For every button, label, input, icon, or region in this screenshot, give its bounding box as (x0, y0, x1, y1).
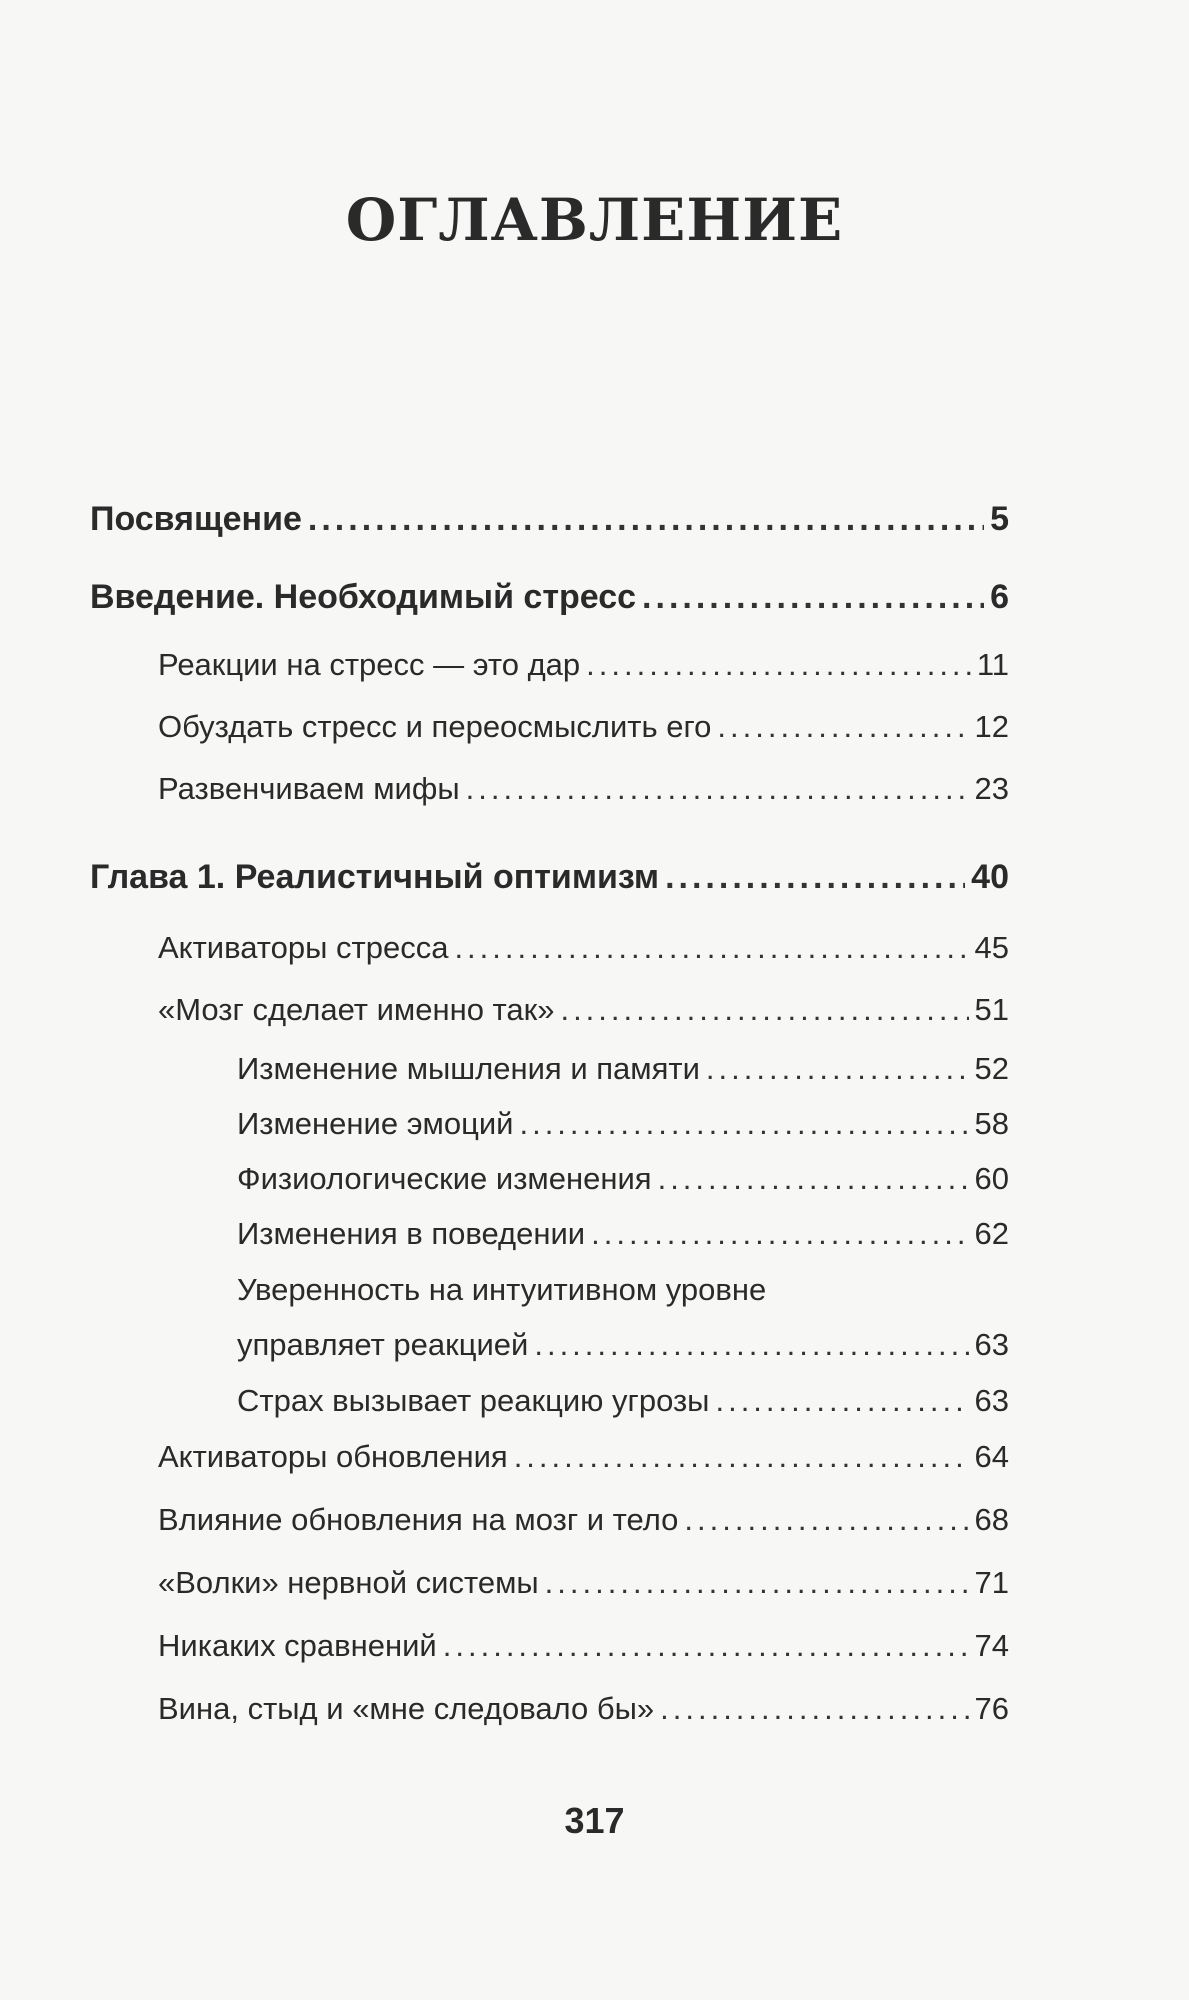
toc-leader-dots (560, 992, 968, 1028)
toc-entry-page: 63 (974, 1383, 1009, 1418)
toc-entry-page: 63 (974, 1327, 1009, 1362)
toc-leader-dots (519, 1106, 968, 1142)
toc-leader-dots (534, 1327, 968, 1363)
toc-entry-page: 51 (974, 992, 1009, 1027)
toc-entry-label: Физиологические изменения (237, 1161, 652, 1196)
page-title: ОГЛАВЛЕНИЕ (345, 186, 844, 254)
toc-leader-dots (715, 1383, 968, 1419)
toc-entry-page: 45 (974, 930, 1009, 965)
toc-entry-label: «Волки» нервной системы (158, 1565, 539, 1600)
toc-entry-page: 6 (990, 578, 1009, 616)
toc-entry-page: 74 (974, 1628, 1009, 1663)
toc-leader-dots (545, 1565, 969, 1601)
toc-leader-dots (684, 1502, 968, 1538)
toc-entry-page: 62 (974, 1216, 1009, 1251)
toc-entry (158, 647, 1009, 689)
toc-leader-dots (717, 709, 968, 745)
toc-entry (158, 1691, 1009, 1733)
toc-entry-page: 40 (971, 858, 1009, 896)
toc-entry (158, 709, 1009, 751)
toc-entry-label-line1: Уверенность на интуитивном уровне (237, 1272, 767, 1307)
toc-leader-dots (591, 1216, 968, 1252)
toc-leader-dots (454, 930, 968, 966)
toc-entry (90, 858, 1009, 900)
toc-entry (158, 992, 1009, 1034)
toc-entry-page: 23 (974, 771, 1009, 806)
toc-entry-label: «Мозг сделает именно так» (158, 992, 555, 1027)
toc-entry-label: Изменение эмоций (237, 1106, 514, 1141)
toc-entry-label: Развенчиваем мифы (158, 771, 460, 806)
toc-entry (158, 1502, 1009, 1544)
toc-entry-page: 5 (990, 500, 1009, 538)
toc-entry-label: Обуздать стресс и переосмыслить его (158, 709, 712, 744)
toc-entry-label: Активаторы обновления (158, 1439, 508, 1474)
toc-entry-page: 12 (974, 709, 1009, 744)
toc-entry (158, 1565, 1009, 1607)
toc-leader-dots (308, 500, 984, 539)
toc-entry (237, 1327, 1009, 1369)
toc-entry-label: Страх вызывает реакцию угрозы (237, 1383, 710, 1418)
toc-entry-page: 11 (976, 647, 1009, 682)
toc-leader-dots (586, 647, 971, 683)
toc-leader-dots (642, 578, 984, 617)
toc-entry-page: 68 (974, 1502, 1009, 1537)
toc-entry (90, 500, 1009, 542)
toc-leader-dots (514, 1439, 969, 1475)
toc-entry-page: 60 (974, 1161, 1009, 1196)
toc-leader-dots (658, 1161, 969, 1197)
toc-entry-label: управляет реакцией (237, 1327, 529, 1362)
toc-entry (158, 1628, 1009, 1670)
toc-entry-page: 58 (974, 1106, 1009, 1141)
toc-entry (237, 1051, 1009, 1093)
toc-leader-dots (665, 858, 965, 897)
toc-entry-page: 52 (974, 1051, 1009, 1086)
toc-entry-page: 71 (974, 1565, 1009, 1600)
toc-entry-label: Введение. Необходимый стресс (90, 578, 637, 616)
toc-entry-label: Никаких сравнений (158, 1628, 437, 1663)
toc-entry (237, 1383, 1009, 1425)
toc-entry (158, 930, 1009, 972)
toc-entry (237, 1216, 1009, 1258)
toc-entry (237, 1106, 1009, 1148)
toc-entry-label: Изменение мышления и памяти (237, 1051, 700, 1086)
toc-entry-label: Изменения в поведении (237, 1216, 586, 1251)
toc-entry (158, 1439, 1009, 1481)
toc-leader-dots (660, 1691, 968, 1727)
toc-entry (90, 578, 1009, 620)
toc-leader-dots (466, 771, 969, 807)
toc-entry (237, 1161, 1009, 1203)
toc-leader-dots (706, 1051, 969, 1087)
toc-entry-label: Посвящение (90, 500, 302, 538)
toc-entry-page: 76 (974, 1691, 1009, 1726)
toc-leader-dots (443, 1628, 969, 1664)
toc-entry (158, 771, 1009, 813)
toc-entry-label: Вина, стыд и «мне следовало бы» (158, 1691, 655, 1726)
page-number: 317 (564, 1800, 625, 1841)
toc-entry-label: Активаторы стресса (158, 930, 449, 965)
toc-entry-label: Глава 1. Реалистичный оптимизм (90, 858, 660, 896)
toc-entry-label: Влияние обновления на мозг и тело (158, 1502, 679, 1537)
toc-entry-label: Реакции на стресс — это дар (158, 647, 581, 682)
toc-entry-page: 64 (974, 1439, 1009, 1474)
